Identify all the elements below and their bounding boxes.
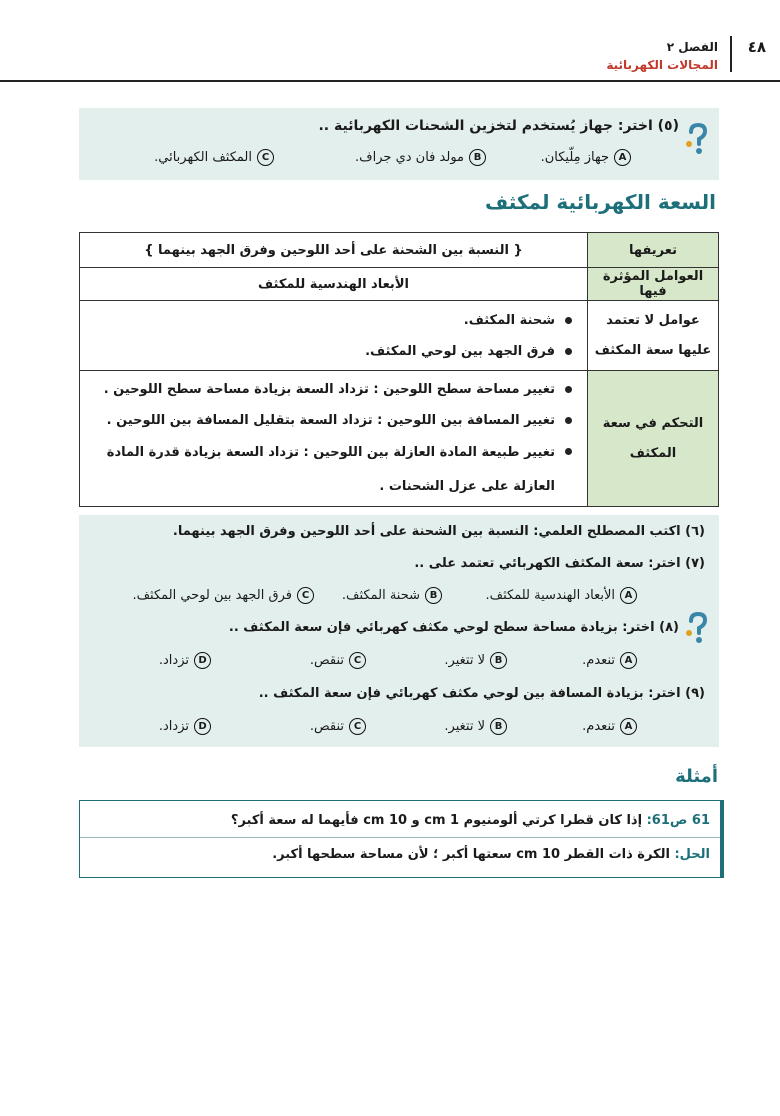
q9-option-b-text: لا تتغير. (444, 719, 485, 734)
q7-question: (٧) اختر: سعة المكثف الكهربائي تعتمد على .. (414, 556, 705, 571)
option-letter-c: C (257, 149, 274, 166)
independent-label-line-1: عوامل لا تعتمد (606, 312, 700, 328)
capacitance-table (79, 232, 719, 507)
example-separator (80, 837, 720, 838)
q7-option-a-text: الأبعاد الهندسية للمكثف. (485, 588, 615, 603)
independent-label (588, 301, 719, 371)
question-box-q5 (79, 108, 719, 180)
solution-label: الحل: (674, 847, 710, 862)
table-row (80, 301, 719, 371)
definition-label: تعريفها (588, 233, 719, 268)
list-item: تغيير مساحة سطح اللوحين : تزداد السعة بزيادة مساحة سطح اللوحين . (94, 374, 555, 405)
example-box (79, 800, 724, 878)
q8-question: (٨) اختر: بزيادة مساحة سطح لوحي مكثف كهربائي فإن سعة المكثف .. (228, 620, 679, 635)
option-letter-b: B (425, 587, 442, 604)
q7-option-b-text: شحنة المكثف. (341, 588, 420, 603)
q8-option-c-text: تنقص. (309, 653, 344, 668)
example-ref: 61 ص61: (646, 813, 710, 828)
option-letter-b: B (490, 652, 507, 669)
q7-option-c-text: فرق الجهد بين لوحي المكثف. (132, 588, 292, 603)
q8-option-b[interactable] (444, 652, 507, 669)
q8-option-a-text: تنعدم. (582, 653, 615, 668)
q7-option-c[interactable] (132, 587, 314, 604)
option-letter-b: B (469, 149, 486, 166)
option-letter-a: A (614, 149, 631, 166)
q5-option-c[interactable] (154, 149, 274, 166)
list-item: تغيير المسافة بين اللوحين : تزداد السعة بتقليل المسافة بين اللوحين . (94, 405, 555, 436)
option-letter-d: D (194, 652, 211, 669)
factors-value: الأبعاد الهندسية للمكثف (80, 268, 588, 301)
section-title: السعة الكهربائية لمكثف (484, 190, 716, 214)
q8-option-d[interactable] (159, 652, 211, 669)
q9-question: (٩) اختر: بزيادة المسافة بين لوحي مكثف كهربائي فإن سعة المكثف .. (258, 686, 705, 701)
q9-option-d-text: تزداد. (158, 719, 189, 734)
factors-label: العوامل المؤثرة فيها (588, 268, 719, 301)
q8-option-d-text: تزداد. (158, 653, 189, 668)
q8-option-a[interactable] (582, 652, 637, 669)
independent-label-line-2: عليها سعة المكثف (594, 342, 712, 358)
chapter-label: الفصل ٢ (666, 40, 718, 54)
example-question: إذا كان قطرا كرتي ألومنيوم 1 cm و 10 cm فأيهما له سعة أكبر؟ (230, 813, 643, 828)
example-question-line (231, 813, 710, 828)
examples-title: أمثلة (675, 766, 718, 787)
example-solution: الكرة ذات القطر 10 cm سعتها أكبر ؛ لأن مساحة سطحها أكبر. (272, 847, 670, 862)
q9-option-c-text: تنقص. (309, 719, 344, 734)
table-row (80, 371, 719, 507)
option-letter-b: B (490, 718, 507, 735)
example-solution-line (272, 847, 710, 862)
question-mark-icon (685, 122, 711, 156)
independent-list-cell (80, 301, 588, 371)
option-letter-c: C (349, 718, 366, 735)
chapter-subtitle: المجالات الكهربائية (606, 58, 718, 72)
q9-option-c[interactable] (310, 718, 366, 735)
question-mark-icon (685, 611, 711, 645)
definition-value: { النسبة بين الشحنة على أحد اللوحين وفرق الجهد بينهما } (80, 233, 588, 268)
option-letter-d: D (194, 718, 211, 735)
page-number: ٤٨ (747, 38, 766, 56)
q5-option-a-text: جهاز مِلّيكان. (540, 150, 609, 165)
q9-option-d[interactable] (159, 718, 211, 735)
q5-option-b-text: مولد فان دي جراف. (355, 150, 464, 165)
q6-question: (٦) اكتب المصطلح العلمي: النسبة بين الشحنة على أحد اللوحين وفرق الجهد بينهما. (172, 524, 705, 539)
control-label (588, 371, 719, 507)
q5-question: (٥) اختر: جهاز يُستخدم لتخزين الشحنات الكهربائية .. (318, 118, 679, 134)
q9-option-a[interactable] (582, 718, 637, 735)
q9-option-a-text: تنعدم. (582, 719, 615, 734)
q5-option-a[interactable] (541, 149, 631, 166)
q7-option-b[interactable] (342, 587, 442, 604)
list-item: شحنة المكثف. (94, 305, 555, 336)
option-letter-c: C (349, 652, 366, 669)
q8-option-c[interactable] (310, 652, 366, 669)
q8-option-b-text: لا تتغير. (444, 653, 485, 668)
list-item: تغيير طبيعة المادة العازلة بين اللوحين : تزداد السعة بزيادة قدرة المادة العازلة على عزل الشحنات . (94, 436, 555, 504)
option-letter-c: C (297, 587, 314, 604)
q5-option-b[interactable] (355, 149, 486, 166)
header-divider (730, 36, 732, 72)
control-list-cell (80, 371, 588, 507)
option-letter-a: A (620, 652, 637, 669)
list-item: فرق الجهد بين لوحي المكثف. (94, 336, 555, 367)
control-label-line-2: المكثف (629, 445, 677, 461)
option-letter-a: A (620, 718, 637, 735)
q5-option-c-text: المكثف الكهربائي. (154, 150, 252, 165)
header-rule (0, 80, 780, 82)
control-label-line-1: التحكم في سعة (602, 415, 704, 431)
q9-option-b[interactable] (444, 718, 507, 735)
option-letter-a: A (620, 587, 637, 604)
table-row (80, 233, 719, 268)
table-row (80, 268, 719, 301)
q7-option-a[interactable] (486, 587, 638, 604)
question-box-q6-q9 (79, 515, 719, 747)
